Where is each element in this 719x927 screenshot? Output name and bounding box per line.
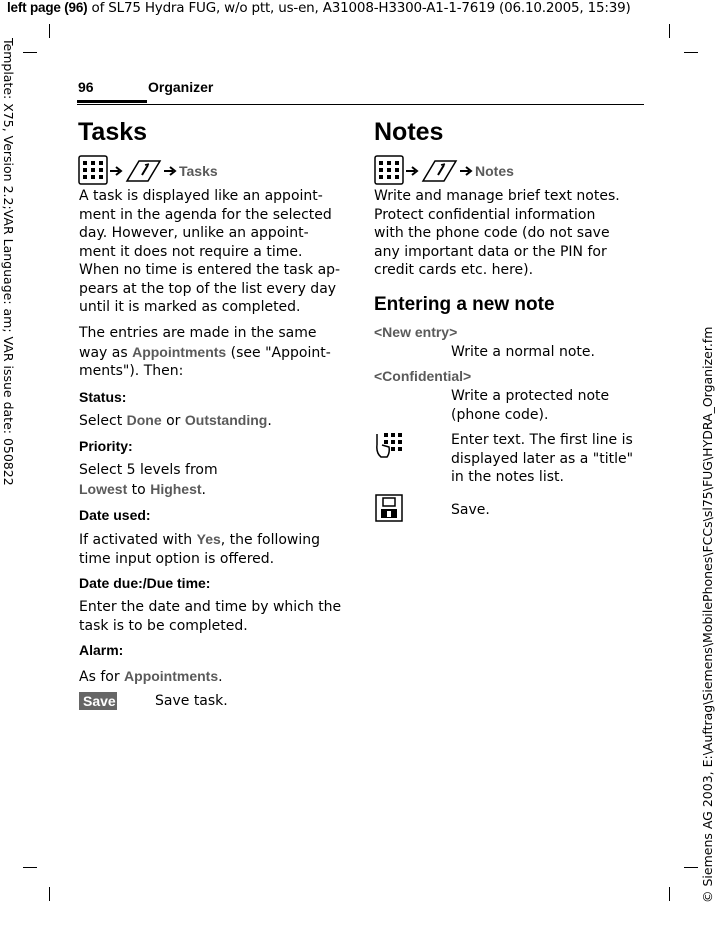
print-header: [7, 0, 631, 16]
highest-option: Highest: [150, 480, 202, 497]
text-line: Protect confidential information: [374, 206, 596, 223]
appointments-ref: Appointments: [124, 668, 219, 684]
text-line: (phone code).: [451, 406, 549, 423]
menu-grid-icon: [374, 155, 404, 185]
text-line: until it is marked as completed.: [79, 299, 301, 315]
appointments-ref: Appointments: [132, 343, 227, 360]
tasks-menu-path: [78, 155, 248, 185]
save-softkey: Save: [79, 692, 117, 710]
tasks-heading: Tasks: [78, 118, 148, 146]
text-line: ments"). Then:: [79, 363, 184, 379]
text-span: Select: [79, 413, 127, 429]
arrow-right-icon: [164, 165, 178, 177]
crop-mark: [49, 887, 50, 901]
text-span: .: [267, 413, 272, 429]
text-line: Enter the date and time by which the: [79, 599, 342, 615]
save-task-text: Save task.: [155, 693, 228, 709]
confidential-text: [451, 387, 609, 424]
alarm-label: Alarm:: [79, 642, 124, 658]
date-due-text: [79, 598, 354, 635]
keypad-input-icon: [374, 431, 406, 463]
save-note-text: Save.: [451, 502, 490, 518]
text-line: [79, 343, 354, 363]
page-title: Organizer: [148, 79, 214, 95]
crop-mark: [684, 867, 698, 868]
text-line: The entries are made in the same: [79, 325, 317, 341]
text-line: ment in the agenda for the selected: [79, 206, 332, 223]
text-line: [79, 480, 218, 500]
outstanding-option: Outstanding: [184, 412, 268, 428]
date-due-label: Date due:/Due time:: [79, 575, 211, 591]
confidential-label: <Confidential>: [374, 368, 472, 384]
yes-option: Yes: [196, 531, 221, 547]
notes-intro: [374, 187, 644, 280]
text-span: or: [161, 413, 185, 429]
copyright-path: © Siemens AG 2003, E:\Auftrag\Siemens\MobilePhones\FCCs\sl75\FUG\HYDRA_Organizer.fm: [700, 326, 715, 903]
crop-mark: [23, 52, 37, 53]
text-span: , the following: [220, 532, 321, 548]
text-line: any important data or the PIN for: [374, 243, 607, 260]
date-used-label: Date used:: [79, 507, 151, 523]
text-line: When no time is entered the task ap-: [79, 262, 341, 278]
status-text: [79, 411, 272, 431]
text-line: displayed later as a "title": [451, 450, 634, 467]
text-span: to: [127, 481, 151, 498]
calendar-pen-icon: [420, 155, 460, 185]
text-line: [79, 530, 354, 550]
priority-text: [79, 461, 218, 499]
text-span: way as: [79, 344, 133, 361]
text-line: task is to be completed.: [79, 617, 248, 634]
text-line: Write and manage brief text notes.: [374, 188, 620, 204]
text-line: pears at the top of the list every day: [79, 280, 337, 297]
path-label-notes: Notes: [475, 163, 514, 179]
arrow-right-icon: [460, 165, 474, 177]
header-rule: [77, 104, 644, 105]
text-span: If activated with: [79, 532, 197, 548]
tasks-intro: [79, 187, 354, 317]
crop-mark: [49, 24, 50, 38]
arrow-right-icon: [406, 165, 420, 177]
text-line: day. However, unlike an appoint-: [79, 225, 309, 241]
text-line: time input option is offered.: [79, 550, 275, 567]
text-line: credit cards etc. here).: [374, 262, 534, 278]
text-line: ment it does not require a time.: [79, 243, 303, 260]
text-span: .: [201, 481, 206, 498]
text-span: As for: [79, 669, 125, 685]
crop-mark: [669, 887, 670, 901]
notes-heading: Notes: [374, 118, 444, 146]
crop-mark: [669, 24, 670, 38]
crop-mark: [23, 867, 37, 868]
priority-label: Priority:: [79, 438, 133, 454]
tasks-entries-paragraph: [79, 324, 354, 381]
done-option: Done: [126, 412, 162, 428]
notes-menu-path: [374, 155, 544, 185]
new-entry-text: Write a normal note.: [451, 344, 595, 360]
text-line: Write a protected note: [451, 388, 610, 404]
new-entry-label: <New entry>: [374, 324, 458, 340]
page-number: 96: [78, 79, 94, 95]
alarm-text: [79, 667, 223, 687]
lowest-option: Lowest: [79, 480, 128, 497]
print-header-details: of SL75 Hydra FUG, w/o ptt, us-en, A31008-H3300-A1-1-7619 (06.10.2005, 15:39): [87, 0, 631, 16]
path-label-tasks: Tasks: [179, 163, 218, 179]
text-line: with the phone code (do not save: [374, 225, 610, 241]
text-line: Enter text. The first line is: [451, 432, 633, 448]
calendar-pen-icon: [124, 155, 164, 185]
date-used-text: [79, 530, 354, 568]
menu-grid-icon: [78, 155, 108, 185]
text-span: (see "Appoint-: [226, 344, 331, 361]
text-line: in the notes list.: [451, 469, 564, 485]
template-info: Template: X75, Version 2.2;VAR Language: am; VAR issue date: 050822: [1, 38, 16, 486]
enter-text-description: [451, 431, 641, 487]
crop-mark: [684, 52, 698, 53]
text-line: Select 5 levels from: [79, 462, 218, 478]
print-header-page: left page (96): [7, 0, 88, 15]
text-line: A task is displayed like an appoint-: [79, 188, 323, 204]
entering-new-note-heading: Entering a new note: [374, 294, 555, 315]
text-span: .: [218, 669, 223, 685]
arrow-right-icon: [110, 165, 124, 177]
header-rule-thick: [77, 100, 147, 103]
save-icon: [375, 494, 403, 522]
status-label: Status:: [79, 389, 127, 405]
